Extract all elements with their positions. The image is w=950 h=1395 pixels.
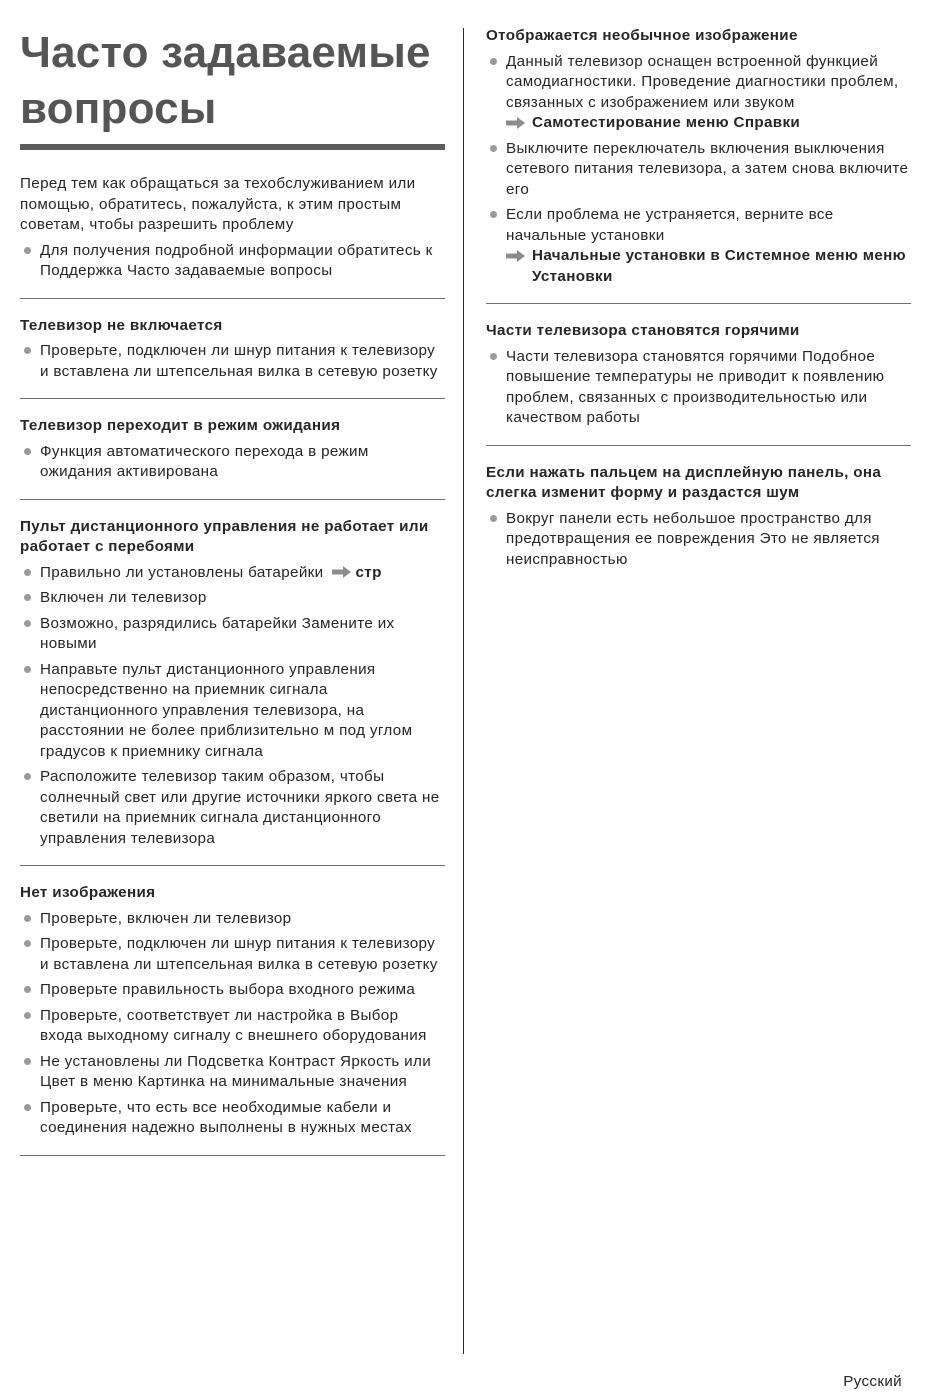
list-item [20,660,445,763]
left-column [20,0,445,1156]
reference-text: Начальные установки в Системное меню меню Установки [532,247,906,285]
intro-text: Перед тем как обращаться за техобслуживанием или помощью, обратитесь, пожалуйста, к этим простым советам, чтобы разрешить проблему [20,175,416,233]
bullet-icon [24,1104,31,1111]
list-item [486,139,911,201]
bullet-icon [24,1058,31,1065]
list-item [20,1006,445,1047]
list-item-text [40,563,445,584]
bullet-icon [490,211,497,218]
list-item-text: Включен ли телевизор [40,589,207,606]
page-title-line2: вопросы [20,84,217,133]
intro-list [20,241,445,282]
page-title-line1: Часто задаваемые [20,28,431,77]
reference-link [506,246,911,287]
arrow-right-icon [506,117,526,129]
list-item [486,52,911,134]
list-item [20,934,445,975]
page-title [20,25,445,137]
list-item-text: Проверьте, подключен ли шнур питания к телевизору и вставлена ли штепсельная вилка в сетевую розетку [40,935,438,973]
section-tv-not-on [20,299,445,400]
list-item [20,1052,445,1093]
section-no-picture [20,866,445,1156]
list-item [20,442,445,483]
bullet-icon [24,448,31,455]
list-item-text: Проверьте, включен ли телевизор [40,909,292,927]
section-title: Пульт дистанционного управления не работает или работает с перебоями [20,517,429,555]
list-item-text: Возможно, разрядились батарейки Замените их новыми [40,614,395,652]
list-item [20,980,445,1001]
section-title: Части телевизора становятся горячими [486,322,800,339]
section-title: Телевизор не включается [20,316,223,334]
bullet-icon [24,940,31,947]
section-list [20,341,445,382]
section-panel-noise [486,446,911,587]
page-ref-label: стр [355,563,382,581]
list-item [486,509,911,571]
section-title: Отображается необычное изображение [486,27,798,44]
list-item [20,588,445,609]
section-title: Телевизор переходит в режим ожидания [20,417,341,434]
list-item [20,614,445,655]
list-item-text: Для получения подробной информации обратитесь к Поддержка Часто задаваемые вопросы [40,241,433,279]
arrow-right-icon [332,566,352,578]
bullet-icon [24,986,31,993]
list-item-text: Части телевизора становятся горячими Подобное повышение температуры не приводит к появлению проблем, связанных с производительностью или качеством работы [506,347,885,426]
list-item [20,767,445,849]
list-item-text: Направьте пульт дистанционного управления непосредственно на приемник сигнала дистанционного управления телевизора, на расстоянии не более приблизительно м под углом градусов к приемнику сигнала [40,660,413,760]
section-remote [20,500,445,867]
bullet-icon [24,594,31,601]
bullet-icon [24,1012,31,1019]
list-item-text-main: Правильно ли установлены батарейки [40,563,324,581]
intro-section [20,174,445,299]
list-item-text: Данный телевизор оснащен встроенной функцией самодиагностики. Проведение диагностики проблем, связанных с изображением или звуком [506,52,899,111]
list-item [486,347,911,429]
section-list [486,347,911,429]
list-item [20,341,445,382]
list-item-text: Вокруг панели есть небольшое пространство для предотвращения ее повреждения Это не является неисправностью [506,509,880,568]
footer-language: Русский [843,1373,902,1390]
list-item-text: Расположите телевизор таким образом, чтобы солнечный свет или другие источники яркого света не светили на приемник сигнала дистанционного управления телевизора [40,768,440,847]
section-list [486,52,911,288]
list-item-text: Проверьте правильность выбора входного режима [40,981,416,998]
bullet-icon [24,569,31,576]
bullet-icon [24,666,31,673]
arrow-right-icon [506,250,526,262]
right-column [486,0,911,586]
list-item [20,563,445,584]
section-hot-parts [486,304,911,446]
bullet-icon [24,620,31,627]
list-item-text: Не установлены ли Подсветка Контраст Яркость или Цвет в меню Картинка на минимальные значения [40,1052,432,1090]
section-unusual-image [486,0,911,304]
column-divider [463,28,464,1354]
list-item-text: Если проблема не устраняется, верните все начальные установки [506,206,834,244]
bullet-icon [490,145,497,152]
list-item [20,241,445,282]
bullet-icon [490,58,497,65]
bullet-icon [24,915,31,922]
bullet-icon [24,773,31,780]
section-title: Если нажать пальцем на дисплейную панель, она слегка изменит форму и раздастся шум [486,463,882,501]
list-item [486,205,911,287]
reference-text: Самотестирование меню Справки [532,114,801,131]
bullet-icon [24,247,31,254]
reference-link [506,113,911,134]
section-list [20,909,445,1139]
list-item-text: Проверьте, подключен ли шнур питания к телевизору и вставлена ли штепсельная вилка в сетевую розетку [40,342,438,380]
list-item-text: Функция автоматического перехода в режим ожидания активирована [40,442,369,480]
list-item-text: Проверьте, соответствует ли настройка в Выбор входа выходному сигналу с внешнего оборудования [40,1006,427,1044]
section-list [20,563,445,850]
bullet-icon [490,353,497,360]
section-list [486,509,911,571]
bullet-icon [24,347,31,354]
title-rule [20,144,445,150]
section-list [20,442,445,483]
list-item-text: Выключите переключатель включения выключения сетевого питания телевизора, а затем снова включите его [506,139,909,198]
list-item [20,1098,445,1139]
list-item [20,909,445,930]
section-title: Нет изображения [20,884,156,901]
list-item-text: Проверьте, что есть все необходимые кабели и соединения надежно выполнены в нужных местах [40,1098,412,1136]
bullet-icon [490,515,497,522]
section-standby [20,399,445,500]
